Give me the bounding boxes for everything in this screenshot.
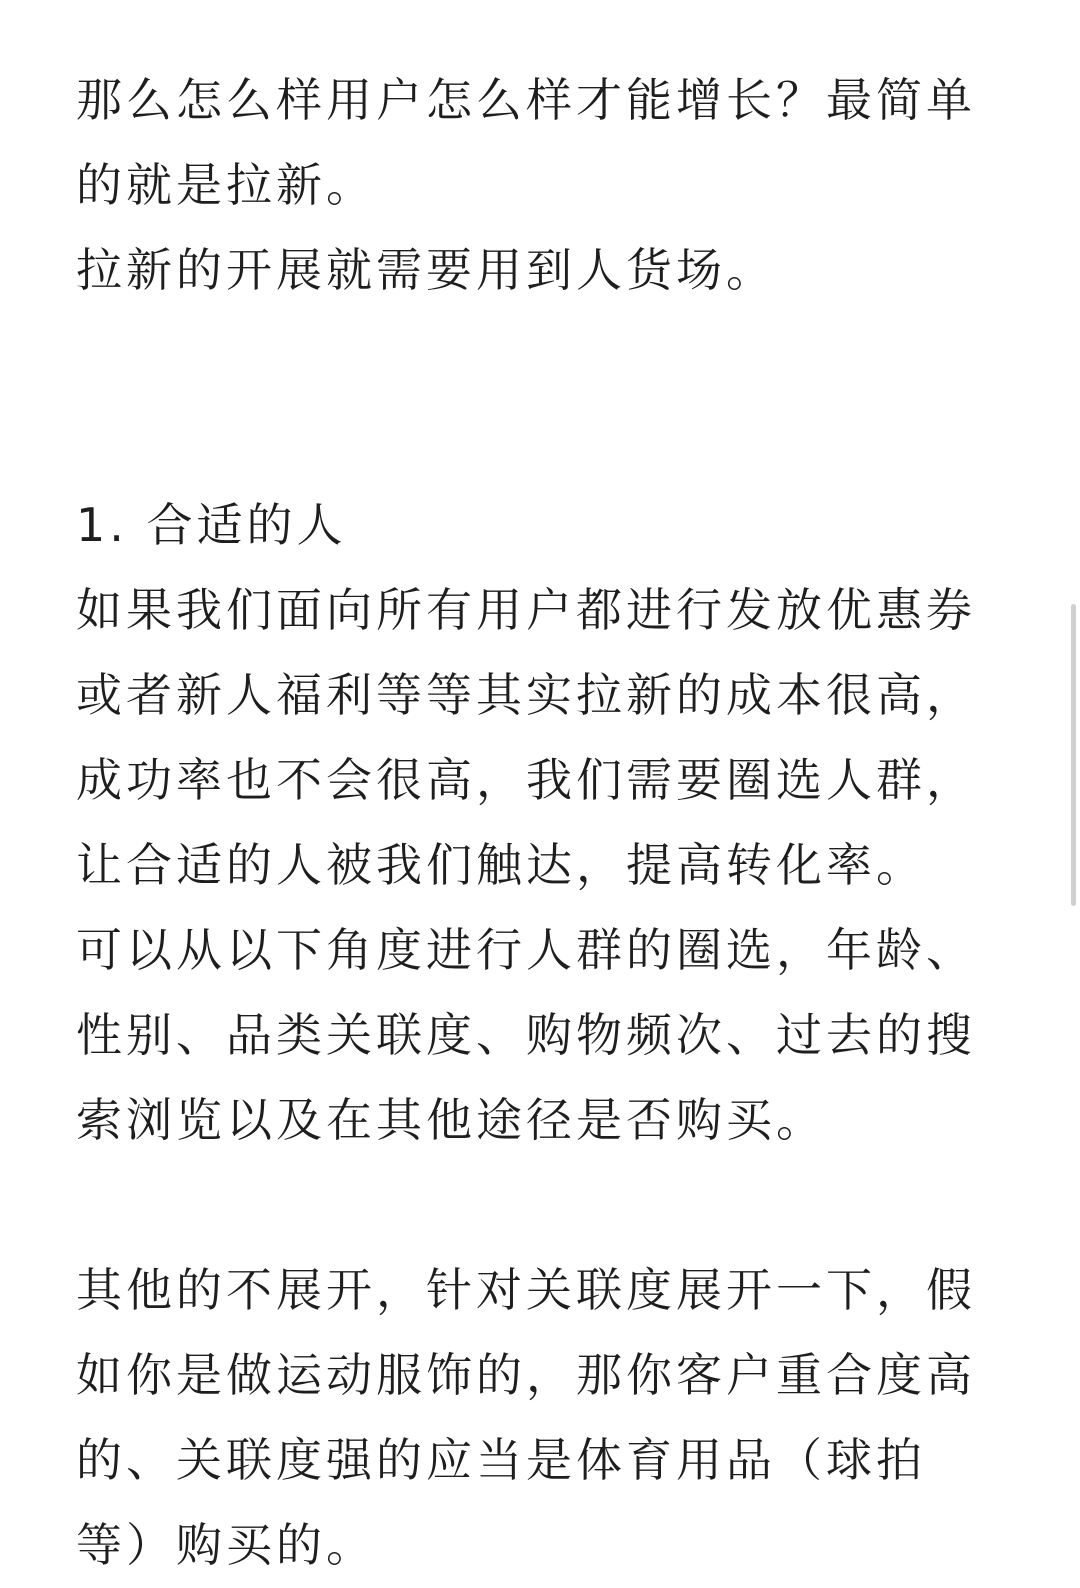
text-line: 性别、品类关联度、购物频次、过去的搜	[76, 1008, 976, 1062]
text-line: 如果我们面向所有用户都进行发放优惠券	[76, 583, 976, 637]
paragraph-gap	[76, 1163, 1006, 1248]
text-line: 或者新人福利等等其实拉新的成本很高，	[76, 668, 976, 722]
text-line: 其他的不展开，针对关联度展开一下，假	[76, 1263, 976, 1317]
text-line: 的、关联度强的应当是体育用品（球拍	[76, 1433, 926, 1487]
paragraph-gap	[76, 313, 1006, 398]
scrollbar-thumb[interactable]	[1071, 604, 1076, 906]
paragraph-intro	[76, 58, 1006, 313]
text-line: 等）购买的。	[76, 1518, 376, 1572]
text-line: 那么怎么样用户怎么样才能增长？最简单	[76, 73, 976, 127]
paragraph-right-people	[76, 483, 1006, 1163]
text-line: 拉新的开展就需要用到人货场。	[76, 243, 776, 297]
text-line: 索浏览以及在其他途径是否购买。	[76, 1093, 826, 1147]
article-body	[76, 58, 1006, 1588]
text-line: 成功率也不会很高，我们需要圈选人群，	[76, 753, 976, 807]
section-heading: 1. 合适的人	[76, 498, 347, 552]
text-line: 如你是做运动服饰的，那你客户重合度高	[76, 1348, 976, 1402]
paragraph-relevance	[76, 1248, 1006, 1588]
text-line: 的就是拉新。	[76, 158, 376, 212]
text-line: 让合适的人被我们触达，提高转化率。	[76, 838, 926, 892]
text-line: 可以从以下角度进行人群的圈选，年龄、	[76, 923, 976, 977]
paragraph-gap	[76, 398, 1006, 483]
